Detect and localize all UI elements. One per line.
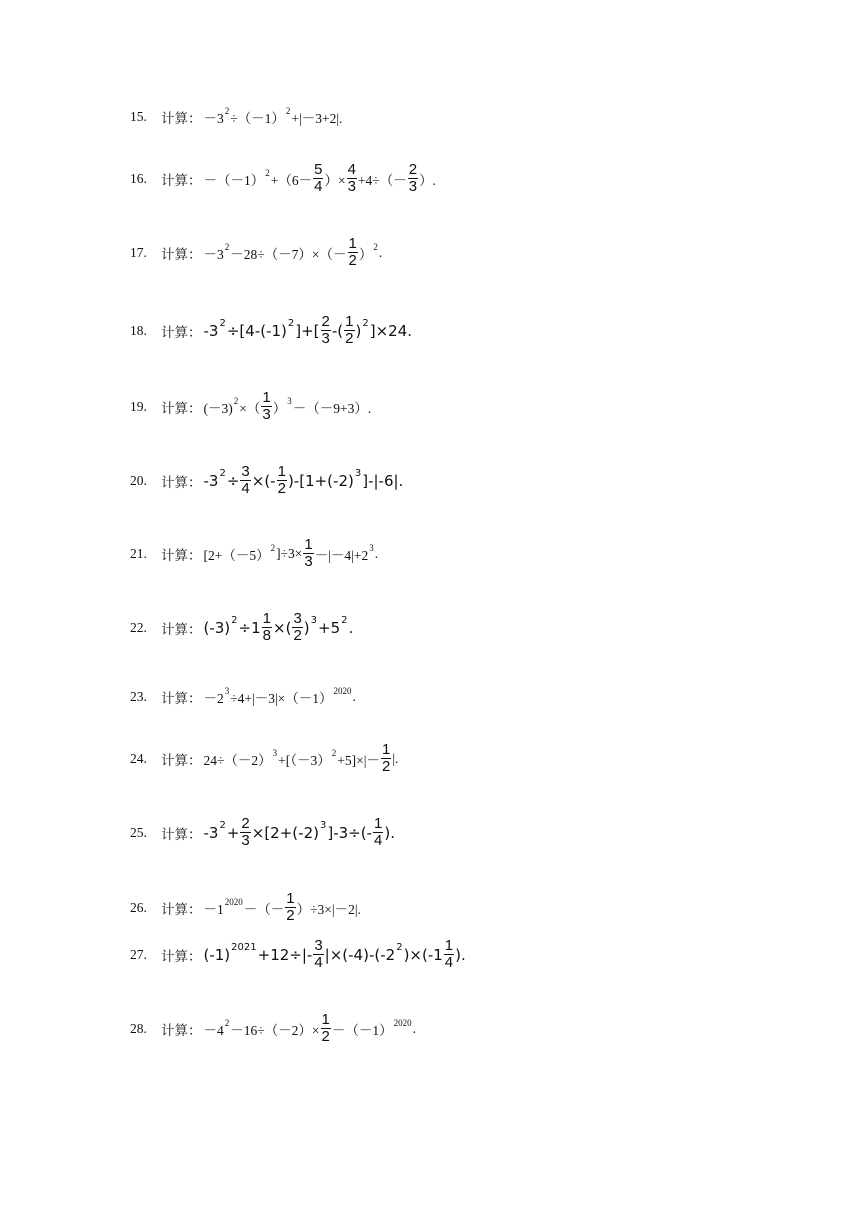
- fraction-denominator: 2: [321, 1028, 330, 1045]
- problem-label: 计算：: [161, 901, 202, 917]
- problem-label: 计算：: [161, 474, 202, 490]
- expression-text: ).: [384, 823, 395, 842]
- fraction: [381, 742, 391, 775]
- problem-expression: [204, 314, 413, 347]
- expression-text: +|－3+2|.: [291, 111, 343, 126]
- expression-text: －1: [203, 901, 224, 917]
- problem-number: 23.: [130, 689, 147, 704]
- expression-text: (-1): [203, 945, 231, 964]
- problem-item: [130, 687, 356, 707]
- problem-label: 计算：: [161, 691, 202, 706]
- expression-text: .: [412, 1020, 416, 1036]
- problem-expression: [204, 938, 466, 971]
- expression-text: －3: [203, 246, 224, 262]
- problem-item: [130, 611, 353, 644]
- exponent: 3: [354, 468, 362, 479]
- fraction-numerator: 4: [347, 161, 356, 178]
- expression-text: ×[2+(-2): [251, 823, 319, 842]
- expression-text: .: [374, 545, 379, 561]
- exponent: 3: [319, 820, 327, 831]
- problem-item: [130, 107, 342, 127]
- fraction-numerator: 3: [314, 937, 323, 954]
- expression-text: ]-3÷(-: [327, 823, 372, 842]
- fraction-denominator: 4: [314, 954, 323, 971]
- exponent: 2: [373, 241, 378, 252]
- fraction: [303, 537, 313, 570]
- exponent: 2: [224, 1017, 230, 1028]
- exponent: 2: [219, 318, 226, 329]
- fraction-denominator: 3: [408, 178, 418, 195]
- exponent: 3: [287, 395, 292, 406]
- expression-text: －2: [203, 691, 224, 706]
- expression-text: ÷4+|－3|×（－1）: [230, 691, 333, 706]
- exponent: 3: [272, 747, 278, 758]
- fraction-numerator: 1: [304, 536, 313, 553]
- expression-text: －4: [203, 1022, 224, 1038]
- expression-text: )×(-1: [403, 945, 443, 964]
- problem-label: 计算：: [161, 547, 202, 563]
- problem-number: 26.: [130, 899, 147, 915]
- fraction: [240, 464, 250, 497]
- fraction-numerator: 3: [293, 610, 302, 627]
- fraction-denominator: 3: [321, 330, 330, 347]
- exponent: 2020: [224, 896, 243, 907]
- problem-item: [130, 464, 403, 497]
- expression-text: -3: [203, 321, 219, 340]
- expression-text: －（－1）: [203, 172, 265, 188]
- expression-text: －（－: [243, 901, 285, 917]
- exponent: 2: [270, 542, 276, 553]
- expression-text: (-3): [203, 618, 231, 637]
- expression-text: +5]×|－: [337, 752, 380, 768]
- problem-number: 22.: [130, 619, 147, 635]
- problem-number: 20.: [130, 472, 147, 488]
- fraction-denominator: 3: [304, 553, 313, 570]
- problem-item: [130, 891, 361, 924]
- problem-number: 19.: [130, 398, 147, 414]
- problem-label: 计算：: [161, 621, 202, 637]
- exponent: 3: [310, 615, 318, 626]
- problem-item: [130, 816, 395, 849]
- fraction-denominator: 4: [241, 480, 250, 497]
- exponent: 2: [285, 106, 291, 116]
- fraction-denominator: 3: [347, 178, 356, 195]
- expression-text: ×(: [273, 618, 292, 637]
- problem-label: 计算：: [161, 111, 202, 126]
- expression-text: +4÷（－: [357, 172, 407, 188]
- fraction: [321, 1012, 331, 1045]
- problem-number: 28.: [130, 1020, 147, 1036]
- problem-number: 27.: [130, 946, 147, 962]
- fraction-denominator: 2: [293, 627, 302, 644]
- fraction-numerator: 1: [277, 463, 286, 480]
- exponent: 2: [265, 167, 270, 178]
- expression-text: +: [226, 823, 240, 842]
- exponent: 2: [224, 241, 230, 252]
- exponent: 2: [287, 318, 295, 329]
- problem-label: 计算：: [161, 400, 202, 416]
- exponent: 2: [233, 395, 239, 406]
- problem-number: 17.: [130, 244, 147, 260]
- expression-text: +5: [318, 618, 341, 637]
- fraction-denominator: 3: [241, 832, 250, 849]
- fraction: [321, 314, 331, 347]
- fraction-numerator: 1: [374, 815, 383, 832]
- fraction: [292, 611, 302, 644]
- exponent: 3: [369, 542, 374, 553]
- fraction-denominator: 2: [286, 907, 295, 924]
- problem-number: 24.: [130, 750, 147, 766]
- fraction: [408, 162, 418, 195]
- problem-expression: [204, 1012, 417, 1045]
- expression-text: ]×24.: [369, 321, 413, 340]
- fraction: [373, 816, 383, 849]
- problem-expression: [204, 537, 379, 570]
- problem-expression: [204, 611, 354, 644]
- problem-item: [130, 1012, 416, 1045]
- exponent: 2: [341, 615, 348, 626]
- problem-expression: [204, 236, 383, 269]
- problem-expression: [204, 162, 436, 195]
- exponent: 2: [362, 318, 369, 329]
- problem-item: [130, 314, 412, 347]
- expression-text: 24÷（－2）: [203, 752, 272, 768]
- fraction: [261, 390, 271, 423]
- expression-text: |×(-4)-(-2: [324, 945, 396, 964]
- fraction-denominator: 2: [348, 252, 357, 269]
- expression-text: ]-|-6|.: [362, 471, 404, 490]
- expression-text: (－3): [203, 400, 233, 416]
- expression-text: +[（－3）: [278, 752, 331, 768]
- fraction: [347, 162, 357, 195]
- expression-text: ）÷3×|－2|.: [296, 901, 361, 917]
- exponent: 2021: [231, 942, 257, 953]
- fraction: [313, 162, 323, 195]
- fraction-numerator: 1: [381, 741, 391, 758]
- problem-label: 计算：: [161, 324, 202, 340]
- problem-number: 25.: [130, 824, 147, 840]
- exponent: 2: [219, 820, 226, 831]
- problem-expression: [204, 687, 356, 707]
- expression-text: ): [355, 321, 362, 340]
- expression-text: ÷（－1）: [230, 111, 285, 126]
- fraction-denominator: 3: [262, 406, 271, 423]
- expression-text: +12÷|-: [257, 945, 313, 964]
- expression-text: |.: [392, 750, 399, 766]
- problem-number: 18.: [130, 322, 147, 338]
- exponent: 2: [219, 468, 226, 479]
- expression-text: ): [303, 618, 310, 637]
- fraction-numerator: 1: [444, 937, 454, 954]
- problem-item: [130, 390, 371, 423]
- fraction: [344, 314, 354, 347]
- fraction-numerator: 2: [408, 161, 418, 178]
- fraction-numerator: 1: [262, 610, 272, 627]
- expression-text: ).: [455, 945, 466, 964]
- fraction: [285, 891, 295, 924]
- fraction-numerator: 1: [348, 235, 357, 252]
- expression-text: ÷: [226, 471, 240, 490]
- expression-text: ）.: [419, 172, 436, 188]
- exponent: 2: [331, 747, 337, 758]
- expression-text: ）: [358, 246, 373, 262]
- fraction-numerator: 1: [321, 1011, 330, 1028]
- fraction: [444, 938, 454, 971]
- expression-text: －16÷（－2）×: [230, 1022, 320, 1038]
- problem-item: [130, 537, 378, 570]
- fraction: [277, 464, 287, 497]
- problem-label: 计算：: [161, 172, 202, 188]
- problem-expression: [204, 891, 361, 924]
- exponent: 3: [224, 686, 230, 696]
- exponent: 2020: [393, 1017, 412, 1028]
- problem-number: 15.: [130, 109, 147, 124]
- problem-number: 21.: [130, 545, 147, 561]
- fraction-numerator: 3: [241, 463, 250, 480]
- expression-text: .: [352, 689, 356, 704]
- problem-item: [130, 236, 382, 269]
- problem-expression: [204, 742, 399, 775]
- expression-text: -(: [331, 321, 344, 340]
- expression-text: ）: [272, 400, 287, 416]
- expression-text: －|－4|+2: [314, 547, 369, 563]
- fraction-denominator: 4: [374, 832, 383, 849]
- problem-expression: [204, 464, 404, 497]
- expression-text: )-[1+(-2): [287, 471, 354, 490]
- expression-text: －3: [203, 111, 224, 126]
- exponent: 2020: [333, 686, 352, 696]
- fraction-numerator: 2: [321, 313, 330, 330]
- exponent: 2: [224, 106, 230, 116]
- expression-text: －（－1）: [331, 1022, 393, 1038]
- problem-item: [130, 162, 436, 195]
- exponent: 2: [231, 615, 238, 626]
- problem-label: 计算：: [161, 826, 202, 842]
- expression-text: -3: [203, 471, 219, 490]
- expression-text: ÷1: [238, 618, 261, 637]
- problem-item: [130, 938, 466, 971]
- fraction-numerator: 1: [262, 389, 271, 406]
- exponent: 2: [396, 942, 403, 953]
- fraction: [262, 611, 272, 644]
- problem-number: 16.: [130, 170, 147, 186]
- problem-expression: [204, 816, 395, 849]
- expression-text: －（－9+3）.: [292, 400, 372, 416]
- expression-text: [2+（－5）: [203, 547, 270, 563]
- problem-label: 计算：: [161, 246, 202, 262]
- expression-text: ）×: [324, 172, 346, 188]
- fraction-denominator: 4: [314, 178, 323, 195]
- problem-expression: [204, 390, 372, 423]
- expression-text: .: [348, 618, 354, 637]
- problem-label: 计算：: [161, 948, 202, 964]
- expression-text: ×（: [239, 400, 261, 416]
- expression-text: .: [378, 244, 383, 260]
- fraction-denominator: 2: [345, 330, 354, 347]
- fraction-numerator: 1: [286, 890, 295, 907]
- expression-text: ]+[: [295, 321, 320, 340]
- fraction-denominator: 4: [444, 954, 454, 971]
- fraction: [313, 938, 323, 971]
- fraction: [240, 816, 250, 849]
- expression-text: ×(-: [251, 471, 276, 490]
- expression-text: +（6－: [270, 172, 313, 188]
- fraction-numerator: 5: [314, 161, 323, 178]
- fraction-numerator: 2: [241, 815, 250, 832]
- expression-text: ÷[4-(-1): [226, 321, 287, 340]
- expression-text: －28÷（－7）×（－: [230, 246, 347, 262]
- fraction-denominator: 2: [381, 758, 391, 775]
- problem-item: [130, 742, 398, 775]
- problem-label: 计算：: [161, 752, 202, 768]
- expression-text: ]÷3×: [276, 545, 303, 561]
- fraction-numerator: 1: [345, 313, 354, 330]
- fraction-denominator: 2: [277, 480, 286, 497]
- problem-label: 计算：: [161, 1022, 202, 1038]
- fraction: [348, 236, 358, 269]
- problem-expression: [204, 107, 343, 127]
- fraction-denominator: 8: [262, 627, 272, 644]
- expression-text: -3: [203, 823, 219, 842]
